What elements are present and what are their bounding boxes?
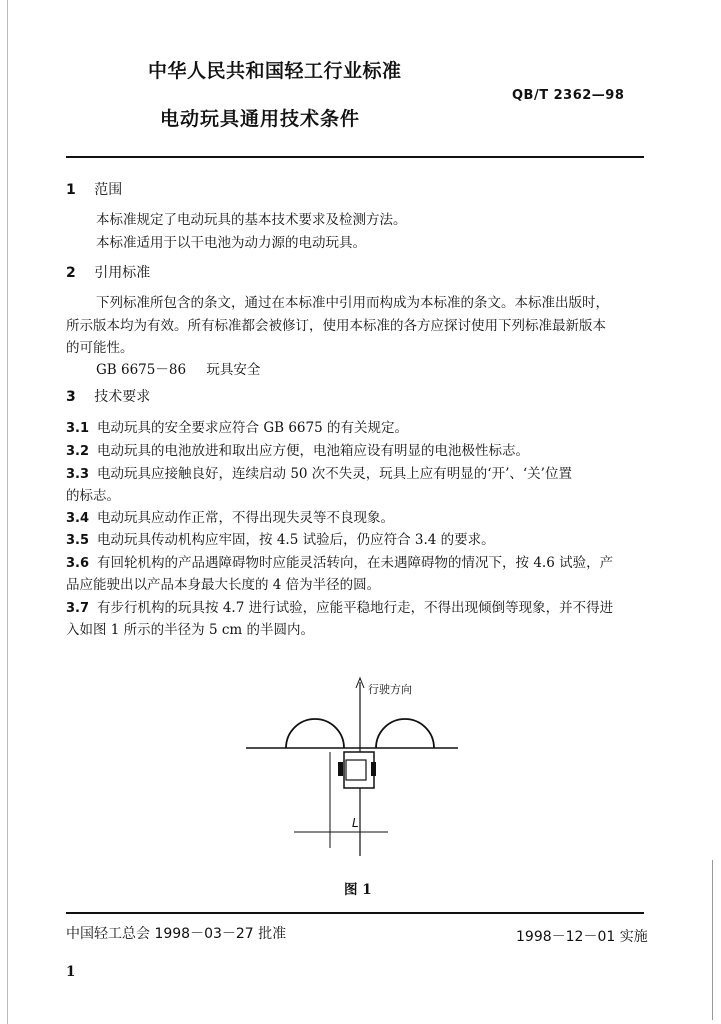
approval-date: 中国轻工总会 1998－03－27 批准: [66, 926, 287, 942]
clause-3-1: [66, 416, 408, 436]
normative-reference: [96, 358, 260, 378]
clause-text: 电动玩具应动作正常，不得出现失灵等不良现象。: [97, 510, 395, 526]
paragraph: 本标准适用于以干电池为动力源的电动玩具。: [96, 235, 366, 251]
right-wheel: [371, 762, 376, 776]
clause-text: 有回轮机构的产品遇障碍物时应能灵活转向，在未遇障碍物的情况下，按 4.6 试验，产: [97, 555, 614, 571]
right-semicircle: [376, 719, 434, 748]
dimension-label: L: [352, 816, 359, 830]
section-number: 2: [66, 265, 76, 281]
footer-rule: [66, 912, 644, 914]
clause-text: 电动玩具传动机构应牢固，按 4.5 试验后，仍应符合 3.4 的要求。: [97, 532, 495, 548]
clause-3-3-continued: 的标志。: [66, 488, 120, 504]
figure-1-diagram: [230, 672, 480, 862]
clause-3-6-continued: 品应能驶出以产品本身最大长度的 4 倍为半径的圆。: [66, 577, 381, 593]
clause-3-6: [66, 551, 613, 571]
section-title: 技术要求: [94, 389, 151, 405]
clause-text: 电动玩具的安全要求应符合 GB 6675 的有关规定。: [97, 420, 408, 436]
clause-3-2: [66, 439, 529, 459]
section-number: 3: [66, 389, 76, 405]
clause-number: 3.4: [66, 511, 90, 526]
paragraph: 本标准规定了电动玩具的基本技术要求及检测方法。: [96, 212, 407, 228]
implementation-date: 1998－12－01 实施: [516, 929, 648, 945]
document-title: 电动玩具通用技术条件: [160, 108, 361, 130]
left-wheel: [338, 762, 343, 776]
reference-code: GB 6675－86: [96, 362, 187, 378]
clause-3-5: [66, 528, 495, 548]
figure-caption: 图 1: [344, 882, 372, 898]
section-3-heading: [66, 386, 150, 406]
clause-number: 3.5: [66, 533, 90, 548]
clause-text: 电动玩具应接触良好，连续启动 50 次不失灵，玩具上应有明显的‘开’、‘关’位置: [97, 466, 572, 482]
clause-number: 3.3: [66, 467, 90, 482]
direction-label: 行驶方向: [368, 683, 412, 696]
paragraph-line: 所示版本均为有效。所有标准都会被修订，使用本标准的各方应探讨使用下列标准最新版本: [66, 318, 606, 334]
clause-3-3: [66, 462, 572, 482]
section-title: 范围: [94, 182, 123, 198]
section-title: 引用标准: [94, 265, 151, 281]
paragraph-line: 下列标准所包含的条文，通过在本标准中引用而构成为本标准的条文。本标准出版时，: [96, 295, 609, 311]
scan-margin-line-left: [7, 0, 8, 1024]
clause-text: 电动玩具的电池放进和取出应方便，电池箱应设有明显的电池极性标志。: [97, 443, 530, 459]
clause-3-4: [66, 506, 394, 526]
clause-number: 3.7: [66, 601, 90, 616]
clause-number: 3.6: [66, 556, 90, 571]
section-1-heading: [66, 179, 122, 199]
reference-title: 玩具安全: [206, 362, 261, 378]
clause-number: 3.2: [66, 444, 90, 459]
clause-3-7-continued: 入如图 1 所示的半径为 5 cm 的半圆内。: [66, 622, 314, 638]
scan-margin-line-right: [712, 860, 713, 1020]
section-number: 1: [66, 182, 76, 198]
left-semicircle: [286, 719, 344, 748]
clause-number: 3.1: [66, 421, 90, 436]
org-title: 中华人民共和国轻工行业标准: [148, 60, 402, 82]
header-rule: [66, 156, 644, 158]
standard-code: QB/T 2362—98: [512, 88, 625, 103]
paragraph-line: 的可能性。: [66, 340, 134, 356]
clause-text: 有步行机构的玩具按 4.7 进行试验，应能平稳地行走，不得出现倾倒等现象，并不得进: [97, 600, 614, 616]
section-2-heading: [66, 262, 150, 282]
toy-body: [344, 752, 374, 788]
page-number: 1: [66, 964, 76, 980]
clause-3-7: [66, 596, 613, 616]
